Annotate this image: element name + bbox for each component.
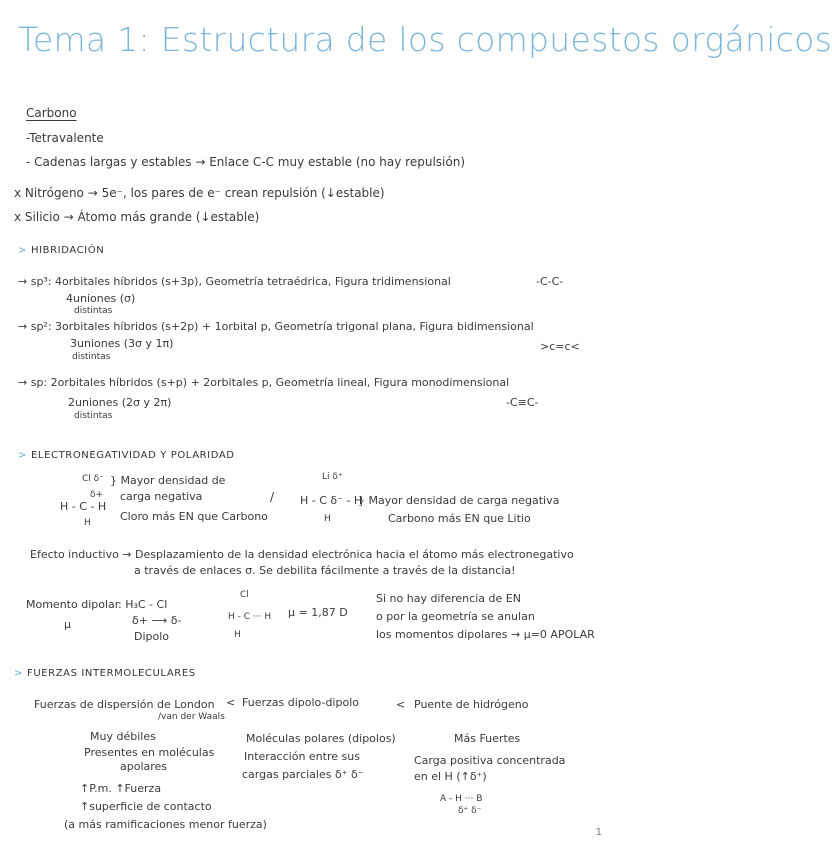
sp3-line: → sp³: 4orbitales híbridos (s+3p), Geometría tetraédrica, Figura tridimensional (18, 275, 451, 288)
hidrogeno-heading: Puente de hidrógeno (414, 698, 529, 711)
sp-uniones: 2uniones (2σ y 2π) (68, 396, 172, 409)
london-5: ↑superficie de contacto (80, 800, 212, 813)
dipolo-1: Moléculas polares (dipolos) (246, 732, 396, 745)
sp-line: → sp: 2orbitales híbridos (s+p) + 2orbitales p, Geometría lineal, Figura monodimensional (18, 376, 510, 389)
cl-text-1: } Mayor densidad de (110, 474, 226, 487)
sp2-uniones: 3uniones (3σ y 1π) (70, 337, 174, 350)
dipolo-heading: Fuerzas dipolo-dipolo (242, 696, 359, 709)
sp3-uniones: 4uniones (σ) (66, 292, 136, 305)
li-top: Li δ⁺ (322, 472, 343, 482)
dipolar-formula: : H₃C - Cl (118, 598, 168, 611)
fuerzas-heading: > FUERZAS INTERMOLECULARES (14, 668, 196, 679)
london-6: (a más ramificaciones menor fuerza) (64, 818, 267, 831)
dipolar-value: μ = 1,87 D (288, 606, 348, 619)
cl-mol-delta: δ+ (90, 490, 104, 500)
london-heading: Fuerzas de dispersión de London (34, 698, 215, 711)
apolar-note-3: los momentos dipolares → μ=0 APOLAR (376, 628, 595, 641)
carbono-line-4: x Silicio → Átomo más grande (↓estable) (14, 210, 260, 224)
dipolar-mol-c: H - C ··· H (228, 612, 272, 622)
inductivo-line-2: a través de enlaces σ. Se debilita fácilmente a través de la distancia! (134, 564, 516, 577)
li-text-2: Carbono más EN que Litio (388, 512, 531, 525)
carbono-line-3: x Nitrógeno → 5e⁻, los pares de e⁻ crean repulsión (↓estable) (14, 186, 385, 200)
london-1: Muy débiles (90, 730, 156, 743)
hidrogeno-4: A - H ··· B (440, 794, 483, 804)
dipolo-3: cargas parciales δ⁺ δ⁻ (242, 768, 364, 781)
apolar-note-1: Si no hay diferencia de EN (376, 592, 521, 605)
slash: / (270, 490, 275, 504)
dipolar-dipolo: Dipolo (134, 630, 170, 643)
hidrogeno-5: δ⁺ δ⁻ (458, 806, 482, 816)
dipolar-mol-h: H (234, 630, 241, 640)
sp2-line: → sp²: 3orbitales híbridos (s+2p) + 1orbital p, Geometría trigonal plana, Figura bidimensional (18, 320, 534, 333)
carbono-line-1: -Tetravalente (26, 131, 104, 145)
london-3: apolares (120, 760, 168, 773)
cl-top: Cl δ⁻ (82, 474, 104, 484)
carbono-heading: Carbono (26, 106, 77, 120)
li-molecule: H - C δ⁻ - H (300, 494, 363, 507)
hidrogeno-3: en el H (↑δ⁺) (414, 770, 487, 783)
electro-heading: > ELECTRONEGATIVIDAD Y POLARIDAD (18, 450, 235, 461)
hidrogeno-2: Carga positiva concentrada (414, 754, 566, 767)
page-title: Tema 1: Estructura de los compuestos orgánicos (18, 20, 832, 59)
cl-molecule: H - C - H (60, 500, 107, 513)
li-mol-h: H (324, 514, 331, 524)
sp-distintas: distintas (74, 411, 113, 421)
apolar-note-2: o por la geometría se anulan (376, 610, 535, 623)
london-4: ↑P.m. ↑Fuerza (80, 782, 162, 795)
less-than-2: < (396, 698, 406, 711)
london-heading-2: /van der Waals (158, 712, 225, 722)
dipolar-label: Momento dipolar (26, 598, 120, 611)
hidrogeno-1: Más Fuertes (454, 732, 521, 745)
sp2-formula: >c=c< (540, 340, 580, 353)
london-2: Presentes en moléculas (84, 746, 215, 759)
inductivo-line-1: Efecto inductivo → Desplazamiento de la densidad electrónica hacia el átomo más electronegativo (30, 548, 574, 561)
dipolo-2: Interacción entre sus (244, 750, 360, 763)
dipolar-arrow: δ+ ⟶ δ- (132, 614, 182, 627)
dipolar-mu: μ (64, 618, 71, 631)
cl-text-3: Cloro más EN que Carbono (120, 510, 268, 523)
sp3-distintas: distintas (74, 306, 113, 316)
dipolar-mol-cl: Cl (240, 590, 249, 600)
li-text-1: } Mayor densidad de carga negativa (358, 494, 560, 507)
carbono-line-2: - Cadenas largas y estables → Enlace C-C muy estable (no hay repulsión) (26, 155, 465, 169)
cl-mol-h: H (84, 518, 91, 528)
hibridacion-heading: > HIBRIDACIÓN (18, 245, 105, 256)
page-number: 1 (595, 827, 602, 838)
cl-text-2: carga negativa (120, 490, 203, 503)
sp3-formula: -C-C- (536, 275, 564, 288)
sp-formula: -C≡C- (506, 396, 539, 409)
sp2-distintas: distintas (72, 352, 111, 362)
less-than-1: < (226, 696, 236, 709)
